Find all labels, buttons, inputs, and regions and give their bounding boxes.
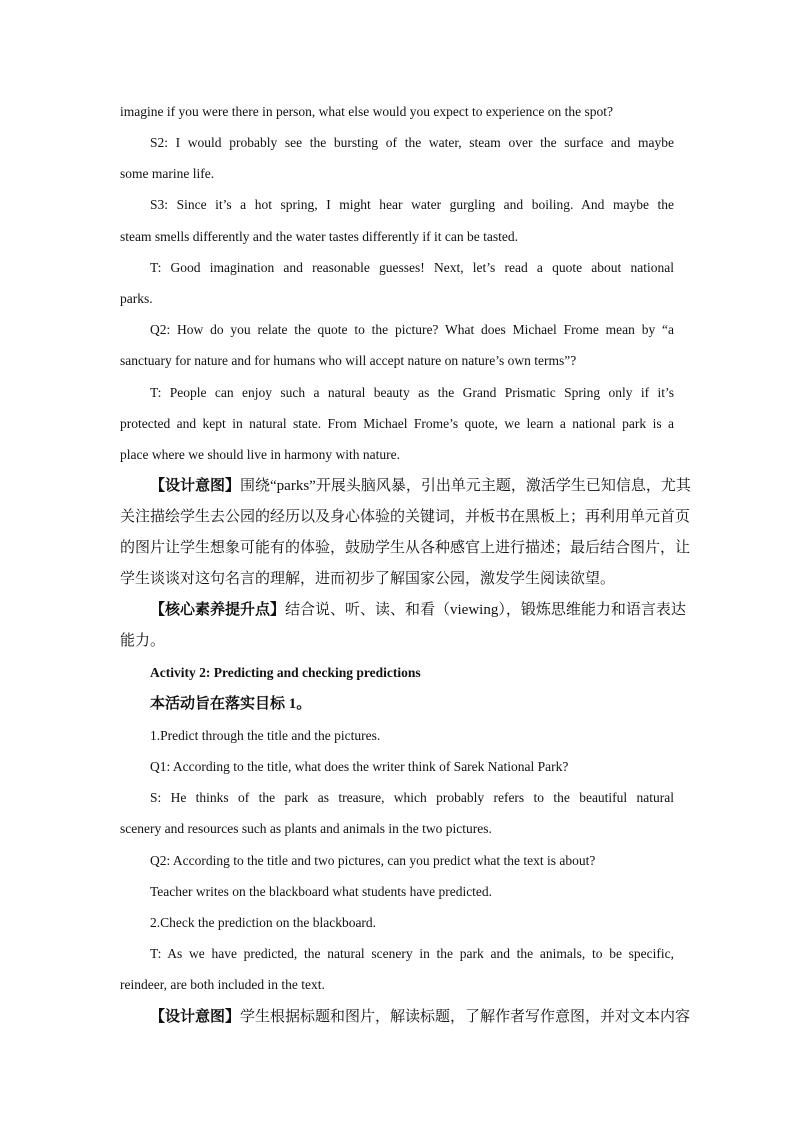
text-line: S2: I would probably see the bursting of the water, steam over the surface and maybe xyxy=(150,135,674,150)
text-line: reindeer, are both included in the text. xyxy=(120,977,325,992)
text-line: 学生谈谈对这句名言的理解，进而初步了解国家公园，激发学生阅读欲望。 xyxy=(120,571,616,587)
text-line: Q2: How do you relate the quote to the picture? What does Michael Frome mean by “a xyxy=(150,322,674,337)
text-line: sanctuary for nature and for humans who will accept nature on nature’s own terms”? xyxy=(120,353,577,368)
text-line: S: He thinks of the park as treasure, which probably refers to the beautiful natural xyxy=(150,790,674,805)
core-literacy-line: 【核心素养提升点】结合说、听、读、和看（viewing），锻炼思维能力和语言表达 xyxy=(150,602,686,618)
text-line: S3: Since it’s a hot spring, I might hear water gurgling and boiling. And maybe the xyxy=(150,197,674,212)
text-line: 1.Predict through the title and the pictures. xyxy=(150,728,381,743)
activity-goal: 本活动旨在落实目标 1。 xyxy=(150,696,312,712)
text-line: T: People can enjoy such a natural beauty as the Grand Prismatic Spring only if it’s xyxy=(150,385,674,400)
text-line: some marine life. xyxy=(120,166,215,181)
text-line: Q1: According to the title, what does the writer think of Sarek National Park? xyxy=(150,759,569,774)
text-line: steam smells differently and the water tastes differently if it can be tasted. xyxy=(120,229,518,244)
text-line: imagine if you were there in person, what else would you expect to experience on the spot? xyxy=(120,104,613,119)
text-line: 2.Check the prediction on the blackboard. xyxy=(150,915,377,930)
text-line: 关注描绘学生去公园的经历以及身心体验的关键词，并板书在黑板上；再利用单元首页 xyxy=(120,509,691,525)
text-line: 的图片让学生想象可能有的体验，鼓励学生从各种感官上进行描述；最后结合图片，让 xyxy=(120,540,691,556)
text-line: parks. xyxy=(120,291,153,306)
design-intent-line: 【设计意图】学生根据标题和图片，解读标题，了解作者写作意图，并对文本内容 xyxy=(150,1009,691,1025)
text-line: scenery and resources such as plants and animals in the two pictures. xyxy=(120,821,492,836)
text-line: 能力。 xyxy=(120,633,166,649)
text-line: T: Good imagination and reasonable guesses! Next, let’s read a quote about national xyxy=(150,260,674,275)
text-line: T: As we have predicted, the natural scenery in the park and the animals, to be specific, xyxy=(150,946,674,961)
text-line: protected and kept in natural state. From Michael Frome’s quote, we learn a national park is a xyxy=(120,416,674,431)
text-line: place where we should live in harmony with nature. xyxy=(120,447,401,462)
text-line: Q2: According to the title and two pictures, can you predict what the text is about? xyxy=(150,853,596,868)
activity-heading: Activity 2: Predicting and checking predictions xyxy=(150,665,421,680)
design-intent-line: 【设计意图】围绕“parks”开展头脑风暴，引出单元主题，激活学生已知信息，尤其 xyxy=(150,478,691,494)
text-line: Teacher writes on the blackboard what students have predicted. xyxy=(150,884,493,899)
